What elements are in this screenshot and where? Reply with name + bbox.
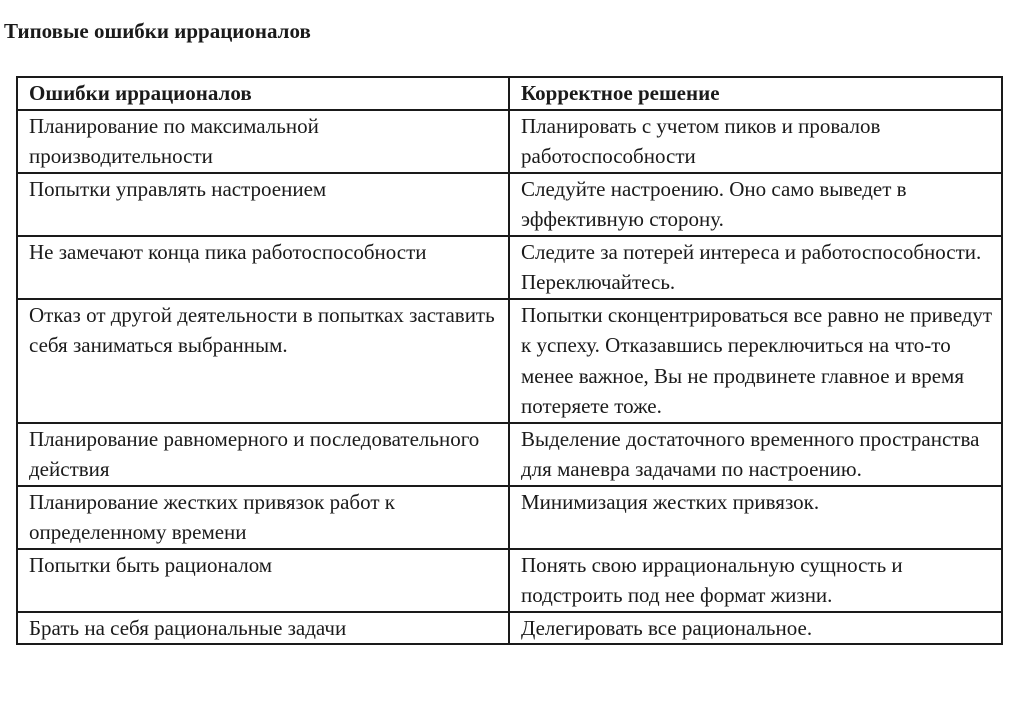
table-cell-error: Планирование по максимальной производительности [17, 110, 509, 173]
column-header-errors: Ошибки иррационалов [17, 77, 509, 110]
table-cell-error: Отказ от другой деятельности в попытках заставить себя заниматься выбранным. [17, 299, 509, 423]
table-row [17, 110, 1002, 173]
table-row [17, 299, 1002, 423]
table-cell-solution: Делегировать все рациональное. [509, 612, 1002, 645]
table-cell-solution: Минимизация жестких привязок. [509, 486, 1002, 549]
table-row [17, 549, 1002, 612]
table-cell-error: Попытки быть рационалом [17, 549, 509, 612]
table-cell-error: Брать на себя рациональные задачи [17, 612, 509, 645]
table-cell-error: Не замечают конца пика работоспособности [17, 236, 509, 299]
table-header-row [17, 77, 1002, 110]
table-row [17, 423, 1002, 486]
table-row [17, 486, 1002, 549]
errors-table [16, 76, 1003, 645]
table-cell-solution: Попытки сконцентрироваться все равно не приведут к успеху. Отказавшись переключиться на что-то менее важное, Вы не продвинете главное и время потеряете тоже. [509, 299, 1002, 423]
table-cell-solution: Следите за потерей интереса и работоспособности. Переключайтесь. [509, 236, 1002, 299]
table-row [17, 236, 1002, 299]
table-cell-solution: Планировать с учетом пиков и провалов работоспособности [509, 110, 1002, 173]
table-row [17, 612, 1002, 645]
table-cell-error: Попытки управлять настроением [17, 173, 509, 236]
table-cell-error: Планирование равномерного и последовательного действия [17, 423, 509, 486]
table-cell-solution: Выделение достаточного временного пространства для маневра задачами по настроению. [509, 423, 1002, 486]
table-cell-solution: Следуйте настроению. Оно само выведет в эффективную сторону. [509, 173, 1002, 236]
page-title: Типовые ошибки иррационалов [4, 19, 311, 43]
table-cell-error: Планирование жестких привязок работ к определенному времени [17, 486, 509, 549]
table-row [17, 173, 1002, 236]
table-cell-solution: Понять свою иррациональную сущность и подстроить под нее формат жизни. [509, 549, 1002, 612]
column-header-solution: Корректное решение [509, 77, 1002, 110]
